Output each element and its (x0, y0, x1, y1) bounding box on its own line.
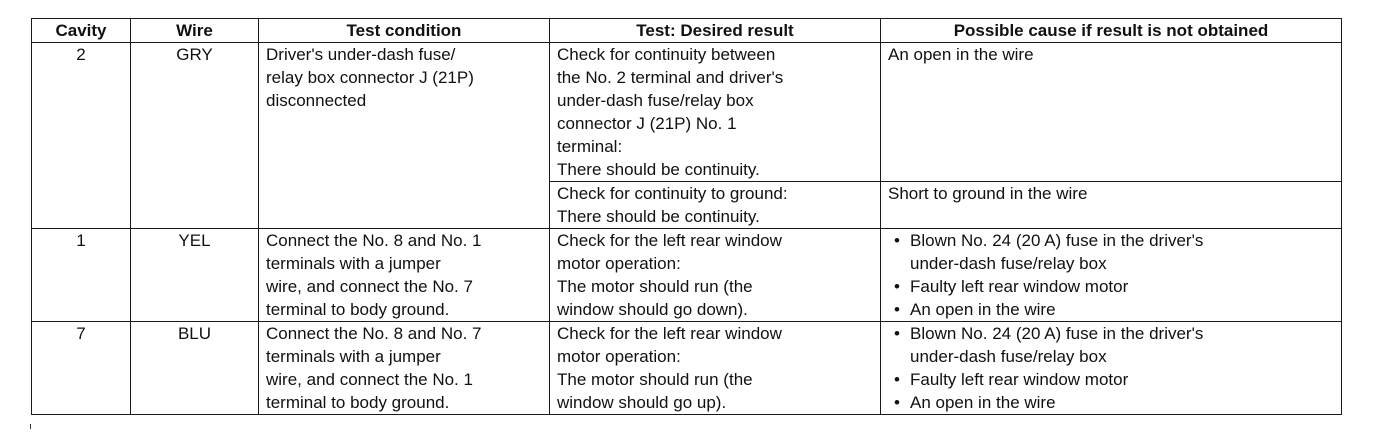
cause-text: Blown No. 24 (20 A) fuse in the driver's (910, 231, 1204, 250)
condition-line: Driver's under-dash fuse/ (266, 45, 456, 64)
result-line: under-dash fuse/relay box (557, 91, 754, 110)
possible-cause-cell (881, 182, 1342, 229)
cause-text: Blown No. 24 (20 A) fuse in the driver's (910, 324, 1204, 343)
test-condition-cell (259, 229, 550, 322)
scan-artifact-mark (30, 424, 31, 429)
condition-line: Connect the No. 8 and No. 1 (266, 231, 482, 250)
wire-cell: BLU (131, 322, 259, 415)
cause-text: Faulty left rear window motor (910, 277, 1129, 296)
result-line: The motor should run (the (557, 277, 753, 296)
possible-cause-cell (881, 229, 1342, 322)
cause-item (888, 322, 1334, 368)
condition-line: relay box connector J (21P) (266, 68, 474, 87)
cavity-cell: 2 (32, 43, 131, 229)
result-line: Check for the left rear window (557, 324, 782, 343)
result-line: connector J (21P) No. 1 (557, 114, 737, 133)
possible-cause-cell (881, 43, 1342, 182)
header-possible-cause: Possible cause if result is not obtained (881, 19, 1342, 43)
header-row (32, 19, 1342, 43)
condition-line: wire, and connect the No. 7 (266, 277, 473, 296)
condition-line: wire, and connect the No. 1 (266, 370, 473, 389)
table-row (32, 43, 1342, 182)
test-condition-cell (259, 43, 550, 229)
result-line: Check for continuity between (557, 45, 776, 64)
wire-cell: YEL (131, 229, 259, 322)
condition-line: terminal to body ground. (266, 393, 450, 412)
cause-text: Faulty left rear window motor (910, 370, 1129, 389)
result-line: motor operation: (557, 254, 681, 273)
cause-item (888, 229, 1334, 275)
result-line: the No. 2 terminal and driver's (557, 68, 784, 87)
desired-result-cell (550, 182, 881, 229)
bullet-icon: • (894, 393, 900, 412)
cavity-cell: 7 (32, 322, 131, 415)
condition-line: Connect the No. 8 and No. 7 (266, 324, 482, 343)
result-line: There should be continuity. (557, 160, 760, 179)
possible-cause-cell (881, 322, 1342, 415)
result-line: The motor should run (the (557, 370, 753, 389)
table-row (32, 229, 1342, 322)
wire-cell: GRY (131, 43, 259, 229)
cause-item (888, 275, 1334, 298)
desired-result-cell (550, 229, 881, 322)
result-line: window should go down). (557, 300, 748, 319)
header-cavity: Cavity (32, 19, 131, 43)
cause-text: under-dash fuse/relay box (910, 347, 1107, 366)
condition-line: disconnected (266, 91, 367, 110)
cause-item (888, 368, 1334, 391)
bullet-icon: • (894, 277, 900, 296)
bullet-icon: • (894, 370, 900, 389)
cause-text: Short to ground in the wire (888, 184, 1088, 203)
cause-text: An open in the wire (910, 393, 1056, 412)
result-line: There should be continuity. (557, 207, 760, 226)
result-line: terminal: (557, 137, 623, 156)
result-line: Check for the left rear window (557, 231, 782, 250)
header-wire: Wire (131, 19, 259, 43)
header-desired-result: Test: Desired result (550, 19, 881, 43)
test-condition-cell (259, 322, 550, 415)
condition-line: terminals with a jumper (266, 254, 441, 273)
cause-text: under-dash fuse/relay box (910, 254, 1107, 273)
cavity-cell: 1 (32, 229, 131, 322)
condition-line: terminal to body ground. (266, 300, 450, 319)
table-row (32, 322, 1342, 415)
bullet-icon: • (894, 300, 900, 319)
cause-item (888, 391, 1334, 414)
header-test-condition: Test condition (259, 19, 550, 43)
cause-list (888, 229, 1334, 321)
result-line: window should go up). (557, 393, 727, 412)
condition-line: terminals with a jumper (266, 347, 441, 366)
cause-text: An open in the wire (888, 45, 1034, 64)
result-line: Check for continuity to ground: (557, 184, 788, 203)
desired-result-cell (550, 43, 881, 182)
desired-result-cell (550, 322, 881, 415)
troubleshooting-table (31, 18, 1342, 415)
result-line: motor operation: (557, 347, 681, 366)
bullet-icon: • (894, 324, 900, 343)
cause-list (888, 322, 1334, 414)
cause-item (888, 298, 1334, 321)
cause-text: An open in the wire (910, 300, 1056, 319)
bullet-icon: • (894, 231, 900, 250)
